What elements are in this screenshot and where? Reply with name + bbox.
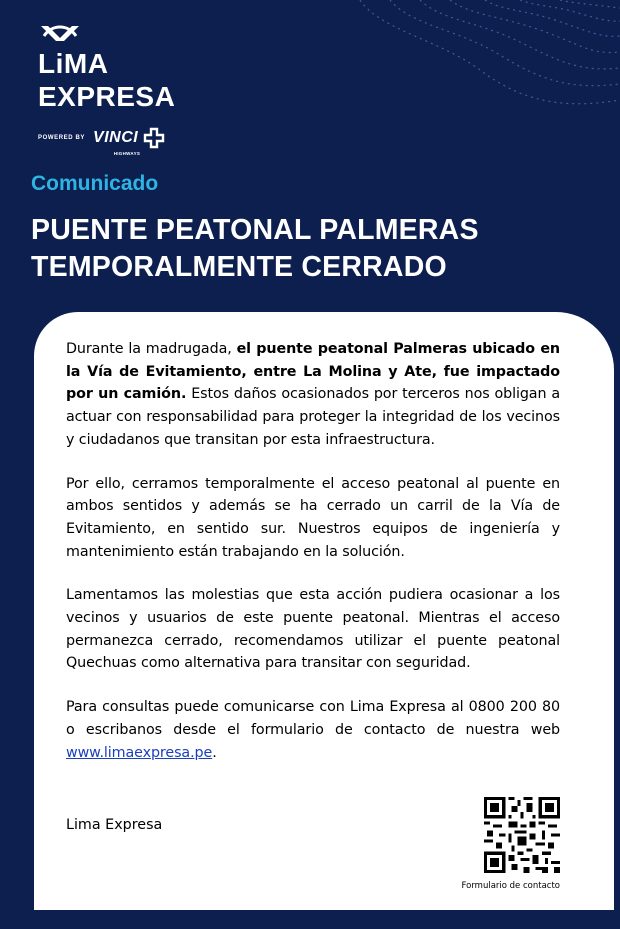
paragraph-4 [66, 696, 560, 764]
qr-caption: Formulario de contacto [461, 881, 560, 891]
paragraph-1 [66, 338, 560, 452]
page-title [31, 212, 601, 286]
kicker-comunicado: Comunicado [31, 172, 159, 195]
p4-end: . [212, 744, 217, 761]
vinci-logo-icon [142, 126, 166, 150]
lima-expresa-logo-icon [38, 22, 82, 44]
logo-text-line2: EXPRESA [38, 81, 176, 112]
p1-bold: el puente peatonal Palmeras ubicado en la Vía de Evitamiento, entre La Molina y Ate, fue impactado por un camión. [66, 341, 560, 403]
paragraph-3: Lamentamos las molestias que esta acción pudiera ocasionar a los vecinos y usuarios de este puente peatonal. Mientras el acceso permanezca cerrado, recomendamos utilizar el puente peatonal Quechuas como alternativa para transitar con seguridad. [66, 587, 560, 672]
announcement-body [66, 338, 560, 785]
website-link[interactable]: www.limaexpresa.pe [66, 744, 213, 761]
logo-text-line1: LiMA [38, 48, 109, 79]
title-line-1: PUENTE PEATONAL PALMERAS [31, 214, 479, 246]
p1-rest: Estos daños ocasionados por terceros nos obligan a actuar con responsabilidad para proteger la integridad de los vecinos y ciudadanos que transitan por esta infraestructura. [66, 386, 560, 448]
powered-by-vinci [38, 124, 166, 156]
p4-text: Para consultas puede comunicarse con Lima Expresa al 0800 200 80 o escribanos desde el formulario de contacto de nuestra web [66, 699, 560, 738]
lima-expresa-logo [38, 22, 175, 110]
qr-code-icon[interactable] [484, 797, 560, 873]
decorative-wave-lines [320, 0, 620, 110]
vinci-wordmark [93, 129, 141, 156]
vinci-label: VINCI [93, 129, 139, 146]
highways-label: HIGHWAYS [113, 151, 141, 156]
title-line-2: TEMPORALMENTE CERRADO [31, 251, 447, 283]
powered-by-label: POWERED BY [38, 135, 86, 141]
p1-intro: Durante la madrugada, [66, 341, 237, 357]
signature: Lima Expresa [66, 817, 163, 833]
paragraph-2: Por ello, cerramos temporalmente el acceso peatonal al puente en ambos sentidos y además se ha cerrado un carril de la Vía de Evitamiento, en sentido sur. Nuestros equipos de ingeniería y mantenimiento están trabajando en la solución. [66, 475, 560, 560]
